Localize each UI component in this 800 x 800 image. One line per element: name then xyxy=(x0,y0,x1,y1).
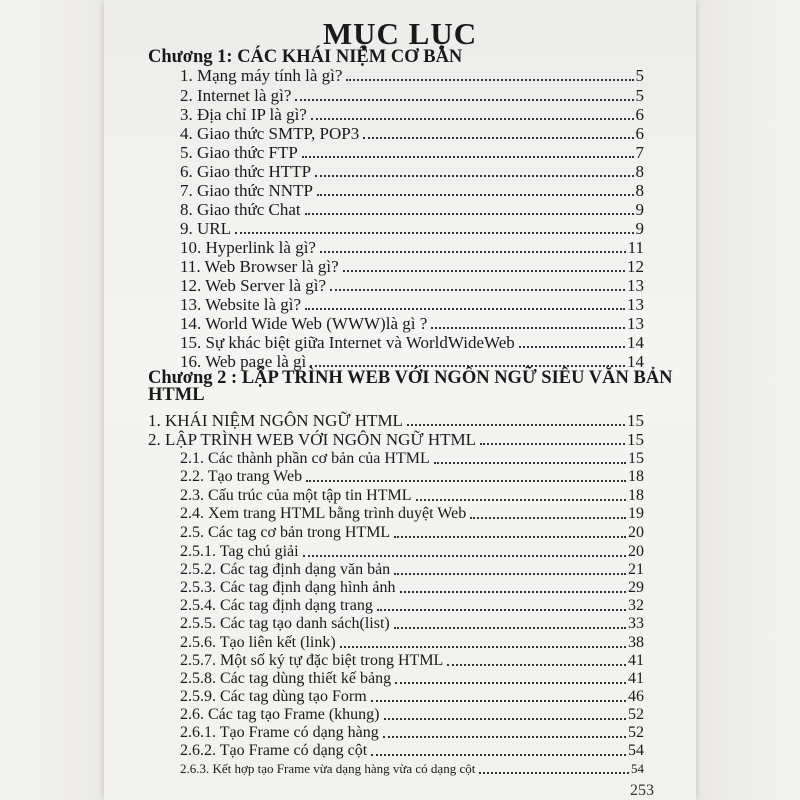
toc-entry-label: 2. LẬP TRÌNH WEB VỚI NGÔN NGỮ HTML xyxy=(148,430,476,449)
toc-entry-label: 8. Giao thức Chat xyxy=(180,200,301,219)
toc-entry-page: 7 xyxy=(635,143,644,162)
toc-entry-label: 3. Địa chỉ IP là gì? xyxy=(180,105,307,124)
toc-entry-label: 5. Giao thức FTP xyxy=(180,143,298,162)
toc-entry-label: 15. Sự khác biệt giữa Internet và WorldWideWeb xyxy=(180,333,515,352)
toc-entry xyxy=(180,144,644,162)
page-title: MỤC LỤC xyxy=(322,16,478,51)
toc-entry xyxy=(180,67,644,85)
toc-entry-page: 6 xyxy=(635,105,644,124)
toc-entry xyxy=(180,258,644,276)
toc-entry xyxy=(180,487,644,505)
toc-entry xyxy=(180,334,644,352)
toc-entry-label: 14. World Wide Web (WWW)là gì ? xyxy=(180,314,428,333)
dot-leader xyxy=(447,664,626,666)
toc-entry-label: 2.5.1. Tag chú giải xyxy=(180,543,299,560)
toc-entry-label: 2.5.2. Các tag định dạng văn bản xyxy=(180,561,391,578)
toc-entry-page: 33 xyxy=(628,615,644,632)
dot-leader xyxy=(305,308,625,310)
toc-entry-page: 20 xyxy=(628,524,644,541)
toc-entry xyxy=(180,315,644,333)
dot-leader xyxy=(479,772,629,774)
toc-entry-label: 16. Web page là gì xyxy=(180,352,307,371)
toc-entry xyxy=(180,561,644,579)
toc-entry-label: 1. KHÁI NIỆM NGÔN NGỮ HTML xyxy=(148,411,403,430)
toc-entry xyxy=(180,597,644,615)
toc-entry xyxy=(148,431,644,449)
dot-leader xyxy=(480,443,625,445)
dot-leader xyxy=(363,137,633,139)
toc-entry-page: 6 xyxy=(635,124,644,143)
toc-entry xyxy=(180,125,644,143)
dot-leader xyxy=(317,194,634,196)
toc-entry-page: 21 xyxy=(628,561,644,578)
toc-entry xyxy=(180,615,644,633)
toc-entry xyxy=(180,524,644,542)
dot-leader xyxy=(434,462,626,464)
toc-entry xyxy=(180,652,644,670)
toc-entry-page: 19 xyxy=(628,505,644,522)
toc-entry-label: 2.5.7. Một số ký tự đặc biệt trong HTML xyxy=(180,652,444,669)
toc-entry-page: 54 xyxy=(631,761,644,776)
toc-entry xyxy=(180,634,644,652)
dot-leader xyxy=(306,480,626,482)
toc-entry-page: 9 xyxy=(635,200,644,219)
toc-entry-page: 46 xyxy=(628,688,644,705)
toc-entry-page: 32 xyxy=(628,597,644,614)
toc-entry xyxy=(180,724,644,742)
dot-leader xyxy=(394,536,626,538)
dot-leader xyxy=(340,646,626,648)
toc-entry-page: 8 xyxy=(635,181,644,200)
toc-entry-label: 2.6.3. Kết hợp tạo Frame vừa dạng hàng vừa có dạng cột xyxy=(180,761,476,776)
toc-entry-label: 2.3. Cấu trúc của một tập tin HTML xyxy=(180,487,412,504)
toc-entry-label: 10. Hyperlink là gì? xyxy=(180,238,316,257)
dot-leader xyxy=(235,232,634,234)
toc-entry-label: 2.5.8. Các tag dùng thiết kế bảng xyxy=(180,670,392,687)
toc-list xyxy=(104,0,696,800)
dot-leader xyxy=(394,573,626,575)
dot-leader xyxy=(416,499,626,501)
toc-entry-label: 2.5.3. Các tag định dạng hình ảnh xyxy=(180,579,396,596)
toc-entry-label: 1. Mạng máy tính là gì? xyxy=(180,66,343,85)
toc-entry xyxy=(180,579,644,597)
toc-entry xyxy=(180,106,644,124)
toc-entry-page: 14 xyxy=(627,333,644,352)
toc-entry-label: 2.4. Xem trang HTML bằng trình duyệt Web xyxy=(180,505,467,522)
toc-entry-label: 6. Giao thức HTTP xyxy=(180,162,312,181)
toc-entry-page: 15 xyxy=(627,430,644,449)
toc-entry-label: 2.6.1. Tạo Frame có dạng hàng xyxy=(180,724,379,741)
toc-entry-label: 4. Giao thức SMTP, POP3 xyxy=(180,124,360,143)
toc-entry xyxy=(180,201,644,219)
toc-entry-page: 52 xyxy=(628,706,644,723)
toc-entry-page: 15 xyxy=(627,411,644,430)
chapter-1-heading: Chương 1: CÁC KHÁI NIỆM CƠ BẢN xyxy=(148,47,463,67)
toc-entry xyxy=(180,182,644,200)
toc-entry-label: 2.2. Tạo trang Web xyxy=(180,468,303,485)
toc-entry-page: 20 xyxy=(628,543,644,560)
dot-leader xyxy=(394,627,626,629)
toc-entry xyxy=(180,468,644,486)
toc-entry xyxy=(148,412,644,430)
dot-leader xyxy=(305,213,634,215)
toc-entry-page: 29 xyxy=(628,579,644,596)
toc-entry xyxy=(180,706,644,724)
toc-entry-label: 2. Internet là gì? xyxy=(180,86,292,105)
dot-leader xyxy=(407,424,625,426)
toc-entry-page: 41 xyxy=(628,670,644,687)
dot-leader xyxy=(431,327,625,329)
dot-leader xyxy=(377,609,626,611)
toc-entry-page: 18 xyxy=(628,468,644,485)
toc-entry-page: 11 xyxy=(627,238,644,257)
toc-entry-label: 2.5.6. Tạo liên kết (link) xyxy=(180,634,336,651)
toc-entry xyxy=(180,87,644,105)
background-right xyxy=(690,0,800,800)
toc-entry-page: 38 xyxy=(628,634,644,651)
toc-entry-page: 8 xyxy=(635,162,644,181)
toc-entry xyxy=(180,670,644,688)
toc-entry-page: 13 xyxy=(627,314,644,333)
toc-entry-label: 2.5. Các tag cơ bản trong HTML xyxy=(180,524,391,541)
toc-entry xyxy=(180,760,644,778)
toc-entry xyxy=(180,163,644,181)
toc-entry-label: 12. Web Server là gì? xyxy=(180,276,327,295)
dot-leader xyxy=(400,591,626,593)
dot-leader xyxy=(311,118,634,120)
chapter-2-heading: Chương 2 : LẬP TRÌNH WEB VỚI NGÔN NGỮ SIÊU VĂN BẢN HTML xyxy=(148,368,673,405)
toc-entry-page: 13 xyxy=(627,295,644,314)
toc-entry-page: 5 xyxy=(635,66,644,85)
toc-entry-label: 7. Giao thức NNTP xyxy=(180,181,313,200)
toc-entry-page: 5 xyxy=(635,86,644,105)
toc-entry xyxy=(180,220,644,238)
toc-entry-label: 2.5.9. Các tag dùng tạo Form xyxy=(180,688,367,705)
toc-entry-page: 12 xyxy=(627,257,644,276)
toc-entry-page: 15 xyxy=(628,450,644,467)
dot-leader xyxy=(343,270,625,272)
toc-entry-label: 2.1. Các thành phần cơ bản của HTML xyxy=(180,450,430,467)
toc-entry-page: 13 xyxy=(627,276,644,295)
toc-entry-page: 18 xyxy=(628,487,644,504)
toc-entry-page: 9 xyxy=(635,219,644,238)
dot-leader xyxy=(303,555,626,557)
toc-entry xyxy=(180,296,644,314)
toc-entry-page: 54 xyxy=(628,742,644,759)
toc-entry xyxy=(180,688,644,706)
toc-entry-page: 52 xyxy=(628,724,644,741)
dot-leader xyxy=(383,736,626,738)
toc-entry-page: 41 xyxy=(628,652,644,669)
toc-entry xyxy=(180,450,644,468)
dot-leader xyxy=(371,754,626,756)
toc-entry xyxy=(180,742,644,760)
page-number: 253 xyxy=(630,782,654,799)
toc-entry xyxy=(180,353,644,371)
toc-entry-label: 2.5.5. Các tag tạo danh sách(list) xyxy=(180,615,390,632)
toc-entry xyxy=(180,543,644,561)
dot-leader xyxy=(315,175,633,177)
dot-leader xyxy=(470,517,626,519)
toc-entry-label: 9. URL xyxy=(180,219,231,238)
dot-leader xyxy=(371,700,626,702)
dot-leader xyxy=(295,99,633,101)
toc-entry-label: 11. Web Browser là gì? xyxy=(180,257,339,276)
book-page xyxy=(104,0,696,800)
dot-leader xyxy=(320,251,626,253)
dot-leader xyxy=(384,718,627,720)
toc-entry-label: 2.6.2. Tạo Frame có dạng cột xyxy=(180,742,368,759)
toc-entry xyxy=(180,239,644,257)
dot-leader xyxy=(395,682,626,684)
dot-leader xyxy=(302,156,634,158)
toc-entry-label: 2.5.4. Các tag định dạng trang xyxy=(180,597,373,614)
toc-entry xyxy=(180,277,644,295)
toc-entry-label: 13. Website là gì? xyxy=(180,295,302,314)
background-left xyxy=(0,0,108,800)
dot-leader xyxy=(519,346,625,348)
dot-leader xyxy=(330,289,625,291)
toc-entry-page: 14 xyxy=(627,352,644,371)
dot-leader xyxy=(310,365,625,367)
toc-entry-label: 2.6. Các tag tạo Frame (khung) xyxy=(180,706,380,723)
dot-leader xyxy=(346,79,633,81)
toc-entry xyxy=(180,505,644,523)
